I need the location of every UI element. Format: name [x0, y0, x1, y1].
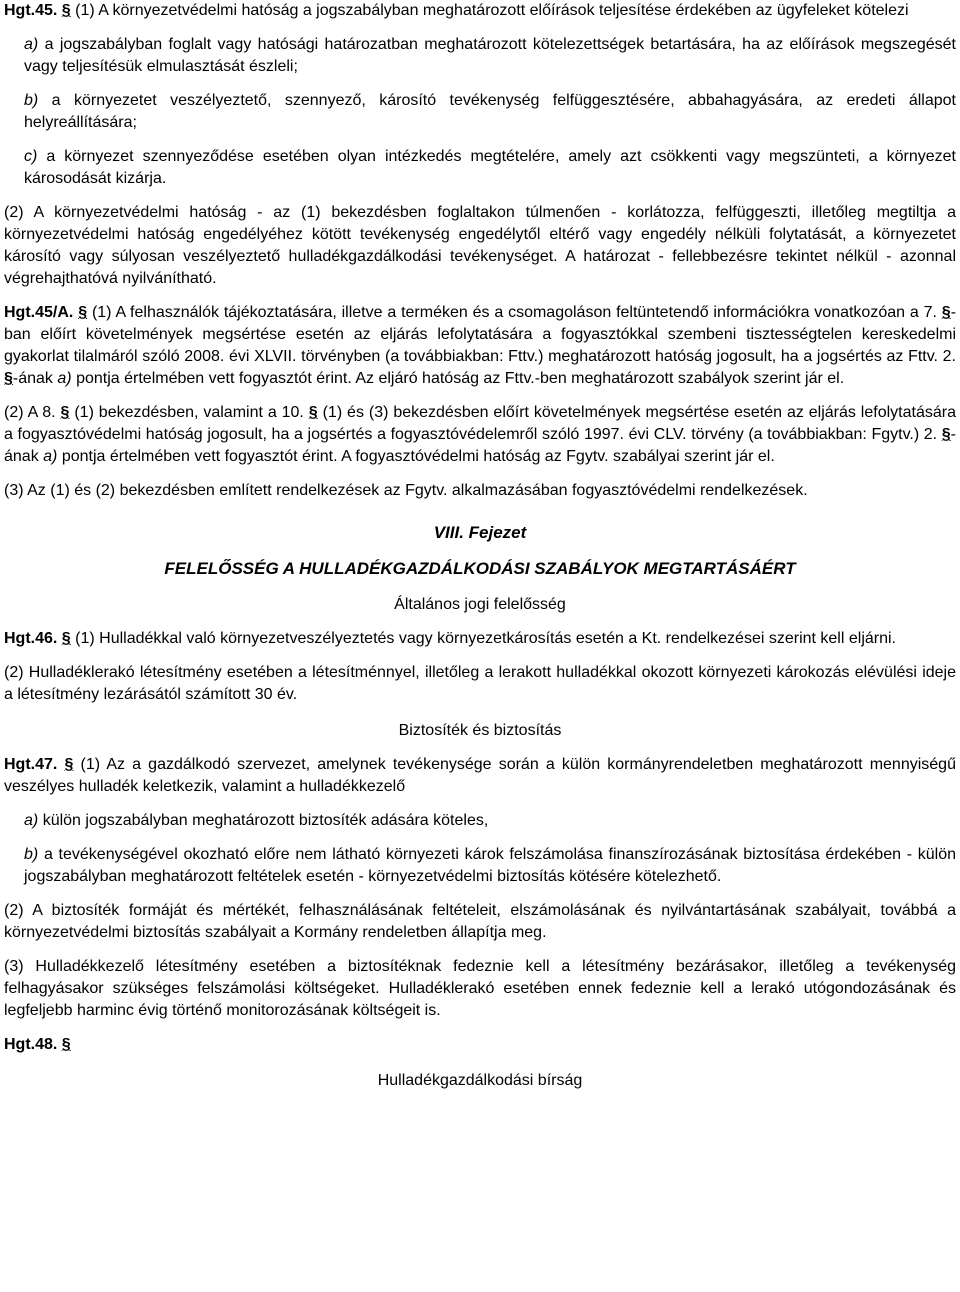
paragraph-text: -ban előírt követelmények megsértése esetén az eljárás lefolytatására a fogyasztókkal szembeni tisztességtelen kereskedelmi gyakorlat tilalmáról szóló 2008. évi XLVII. törvényben (a továbbiakban: Fttv.) meghatározott hatóság jogosult, ha a jogsértés az Fttv. 2. — [4, 304, 957, 365]
item-text: a környezet szennyeződése esetében olyan intézkedés megtételére, amely azt csökkenti vagy megszünteti, a környezet károsodását kizárja. — [24, 148, 956, 187]
item-label: c) — [24, 148, 38, 165]
section-sign: § — [4, 370, 13, 387]
chapter-number: VIII. Fejezet — [433, 523, 527, 542]
section-sign: § — [941, 304, 951, 321]
section-sign: § — [61, 2, 71, 19]
section-heading: Biztosíték és biztosítás — [398, 722, 562, 739]
paragraph-text: pontja értelmében vett fogyasztót érint. A fogyasztóvédelmi hatóság az Fgytv. szabályai szerint jár el. — [61, 448, 775, 465]
hgt46-paragraph-1 — [4, 628, 956, 650]
section-sign: § — [61, 630, 71, 647]
hgt47-item-a — [24, 810, 956, 832]
hgt47-paragraph-2: (2) A biztosíték formáját és mértékét, felhasználásának feltételeit, elszámolásának és nyilvántartásának szabályait, továbbá a környezetvédelmi biztosítás szabályait a Kormány rendeletben állapítja meg. — [4, 902, 956, 941]
section-sign: § — [60, 404, 70, 421]
paragraph-text: (1) bekezdésben, valamint a 10. — [74, 404, 304, 421]
hgt45a-paragraph-1 — [4, 302, 956, 390]
item-text: a jogszabályban foglalt vagy hatósági határozatban meghatározott kötelezettségek betartására, ha az előírások megszegését vagy teljesítésük elmulasztását észleli; — [24, 36, 956, 75]
hgt45-paragraph-1 — [4, 0, 956, 22]
paragraph-text: -ának — [4, 426, 956, 465]
paragraph-text: -ának — [12, 370, 53, 387]
paragraph-text: (1) Hulladékkal való környezetveszélyeztetés vagy környezetkárosítás esetén a Kt. rendelkezései szerint kell eljárni. — [75, 630, 896, 647]
item-label: b) — [24, 92, 39, 109]
section-sign: § — [941, 426, 951, 443]
section-ref: Hgt.47. — [4, 756, 58, 773]
section-ref: Hgt.45/A. — [4, 304, 74, 321]
section-ref: Hgt.45. — [4, 2, 58, 19]
paragraph-text: (1) és (3) bekezdésben előírt követelmények megsértése esetén az eljárás lefolytatására a fogyasztóvédelmi hatóság jogosult, ha a jogsértés a fogyasztóvédelemről szóló 1997. évi CLV. törvény (a továbbiakban: Fgytv.) 2. — [4, 404, 956, 443]
section-sign: § — [308, 404, 318, 421]
section-ref: Hgt.48. — [4, 1036, 58, 1053]
section-sign: § — [64, 756, 74, 773]
item-label: b) — [24, 846, 39, 863]
section-heading: Hulladékgazdálkodási bírság — [377, 1072, 583, 1089]
hgt45-item-a — [24, 34, 956, 78]
item-text: a tevékenységével okozható előre nem látható környezeti károk felszámolása finanszírozásának biztosítása érdekében - külön jogszabályban meghatározott feltételek esetén - környezetvédelmi biztosítás kötésére kötelezhető. — [24, 846, 956, 885]
item-text: külön jogszabályban meghatározott biztosíték adására köteles, — [42, 812, 489, 829]
chapter-title: FELELŐSSÉG A HULLADÉKGAZDÁLKODÁSI SZABÁLYOK MEGTARTÁSÁÉRT — [164, 559, 796, 578]
hgt45-item-b — [24, 90, 956, 134]
paragraph-text: (2) A 8. — [4, 404, 56, 421]
item-text: a környezetet veszélyeztető, szennyező, károsító tevékenység felfüggesztésére, abbahagyására, az eredeti állapot helyreállítására; — [24, 92, 956, 131]
hgt47-paragraph-3: (3) Hulladékkezelő létesítmény esetében a biztosítéknak fedeznie kell a létesítmény bezárásakor, illetőleg a tevékenység felhagyásakor szükséges felszámolási költségeket. Hulladéklerakó esetében ennek fedeznie kell a lerakó utógondozásának és legfeljebb harminc évig történő monitorozásának költségeit is. — [4, 958, 956, 1019]
hgt47-paragraph-1 — [4, 754, 956, 798]
section-sign: § — [78, 304, 88, 321]
item-label: a) — [24, 812, 39, 829]
hgt47-item-b — [24, 844, 956, 888]
paragraph-text: (1) A környezetvédelmi hatóság a jogszabályban meghatározott előírások teljesítése érdekében az ügyfeleket kötelezi — [75, 2, 909, 19]
hgt48-heading — [4, 1034, 956, 1056]
item-label: a) — [57, 370, 72, 387]
section-heading: Általános jogi felelősség — [394, 596, 566, 613]
paragraph-text: (1) A felhasználók tájékoztatására, illetve a terméken és a csomagoláson feltüntetendő információkra vonatkozóan a 7. — [91, 304, 937, 321]
section-sign: § — [61, 1036, 71, 1053]
paragraph-text: pontja értelmében vett fogyasztót érint. Az eljáró hatóság az Fttv.-ben meghatározott szabályok szerint jár el. — [76, 370, 845, 387]
item-label: a) — [43, 448, 58, 465]
hgt46-paragraph-2: (2) Hulladéklerakó létesítmény esetében a létesítménnyel, illetőleg a lerakott hulladékkal okozott környezeti károkozás elévülési ideje a létesítmény lezárásától számított 30 év. — [4, 664, 956, 703]
hgt45a-paragraph-3: (3) Az (1) és (2) bekezdésben említett rendelkezések az Fgytv. alkalmazásában fogyasztóvédelmi rendelkezések. — [4, 482, 808, 499]
item-label: a) — [24, 36, 39, 53]
hgt45-item-c — [24, 146, 956, 190]
paragraph-text: (1) Az a gazdálkodó szervezet, amelynek tevékenysége során a külön kormányrendeletben meghatározott mennyiségű veszélyes hulladék keletkezik, valamint a hulladékkezelő — [4, 756, 956, 795]
hgt45a-paragraph-2 — [4, 402, 956, 468]
section-ref: Hgt.46. — [4, 630, 58, 647]
hgt45-paragraph-2: (2) A környezetvédelmi hatóság - az (1) bekezdésben foglaltakon túlmenően - korlátozza, felfüggeszti, illetőleg megtiltja a környezetvédelmi hatóság engedélyéhez kötött tevékenység engedélytől eltérő vagy engedély nélküli folytatását, a környezetet károsító vagy súlyosan veszélyeztető hulladékgazdálkodási tevékenységet. A határozat - fellebbezésre tekintet nélkül - azonnal végrehajthatóvá nyilvánítható. — [4, 204, 956, 287]
